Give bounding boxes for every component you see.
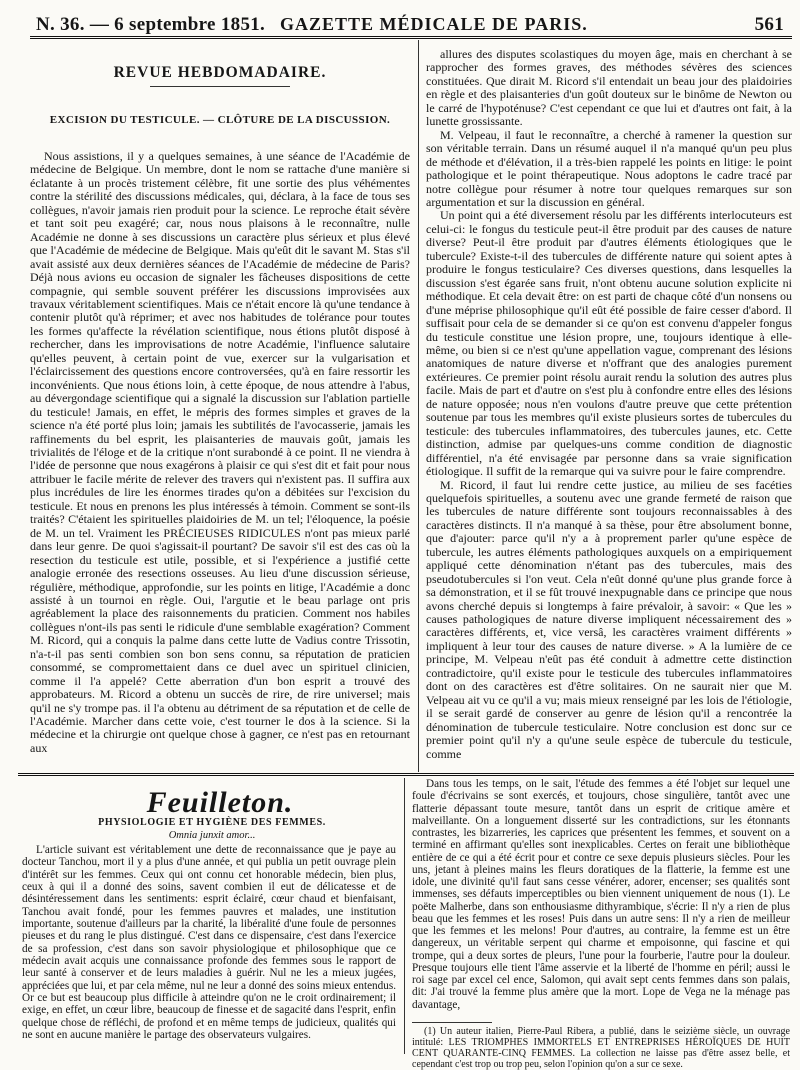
feuilleton-paragraph: Dans tous les temps, on le sait, l'étude des femmes a été l'objet sur lequel une foule d'écrivains se sont exercés, et toujours, chose singulière, tantôt avec une flatterie dépassant toute mesure, tantôt dans un esprit de critique amère et malveillante. On a longuement disserté sur les contradictions, sur les étonnants contrastes, les bizarreries, les caprices que présentent les femmes, et souvent on a terminé en affirmant qu'elles sont inexplicables. Certes on ferait une bibliothèque entière de ce qui a été écrit pour et contre ce sexe depuis plusieurs siècles. Pour les uns, jetant à pleines mains les fleurs doratiques de la flatterie, la femme est une idole, une divinité qu'il faut sans cesse vénérer, adorer, encenser; ses qualités sont immenses, ses défauts imperceptibles ou bien viennent uniquement de nous (1). Le poëte Malherbe, dans son enthousiasme dithyrambique, s'écrie: Il n'y a rien de plus beau que les femmes et les roses! Puis dans un autre sens: Il n'y a rien de meilleur que les femmes et les melons! Pour d'autres, au contraire, la femme est un être dangereux, un véritable serpent qui charme et empoisonne, qui fascine et qui trompe, qui a deux sortes de pleurs, l'une pour la fourberie, l'autre pour la douleur. Presque toujours elle tient l'âme asservie et la liberté de l'homme en péril; aussi le roi sage par excel cel ence, Salomon, qui avait sept cents femmes dans son palais, dit: J'ai trouvé la femme plus amère que la mort. Lope de Vega ne la ménage pas davantage, [412, 778, 790, 1011]
article-column-left [30, 150, 410, 772]
feuilleton-column-right [412, 778, 790, 1020]
column-divider [418, 40, 419, 772]
journal-title: GAZETTE MÉDICALE DE PARIS. [280, 14, 588, 34]
article-paragraph: Nous assistions, il y a quelques semaines, à une séance de l'Académie de médecine de Belgique. Un membre, dont le nom se rattache d'une manière si éclatante à un procès tristement célèbre, fit une sortie des plus véhémentes contre la stérilité des discussions médicales, qui, déclara, à la face de tous ses collègues, n'avoir jamais rien produit pour la science. Le reproche était sévère et tant soit peu exagéré; car, nous nous plaisons à le reconnaître, nulle Académie ne donne à ses discussions un caractère plus sérieux et plus élevé que l'Académie de médecine de Belgique. Mais qu'eût dit le savant M. Stas s'il avait assisté aux deux dernières séances de l'Académie de médecine de Paris? Déjà nous avions eu occasion de signaler les fâcheuses dispositions de cette compagnie, qui semble souvent préférer les discussions improvisées aux travaux véritablement scientifiques. Mais ce n'était encore là qu'une tendance à contenir plutôt qu'à réprimer; et avec nos habitudes de tolérance pour toutes les formes qu'affecte la révélation scientifique, nous étions plutôt disposé à rechercher, dans les improvisations de notre Académie, l'influence salutaire qu'elles peuvent, à certain point de vue, exercer sur la vulgarisation et l'éclaircissement des questions encore controversées, qu'à en faire ressortir les inconvénients. Que nous étions loin, à cette époque, de nous attendre à l'abus, au dévergondage scientifique qui a signalé la discussion sur l'ablation partielle du testicule! Jamais, en effet, le mépris des formes simples et graves de la science n'a été porté plus loin; jamais les subtilités de l'avocasserie, jamais les raffinements du bel esprit, les plaisanteries de mauvais goût, jamais les trivialités de l'éloge et de la critique n'ont surabondé à ce point. Il ne viendra à l'idée de personne que nous exagérons à plaisir ce qui s'est dit et fait pour nous attribuer le facile mérite de relever des travers qui n'existent pas. Il suffira aux plus incrédules de lire les énormes tirades qu'on a débitées sur l'excision du testicule. Et nous en prenons les plus intéressés à témoin. Comment se sont-ils traités? C'étaient les spirituelles plaidoiries de M. un tel; l'éloquence, la poésie de M. un tel. Vraiment les PRÉCIEUSES RIDICULES n'ont pas mieux parlé dans leur genre. De quoi s'agissait-il pourtant? De savoir s'il est des cas où la resection du testicule est utile, possible, et si l'expérience a justifié cette analogie erronée des resections osseuses. Au lieu d'une discussion sérieuse, régulière, méthodique, approfondie, sur les points en litige, l'Académie a donc assisté à un tournoi en règle. Oui, l'argutie et le beau parlage ont pris agréablement la place des raisonnements du praticien. Comment nos habiles collègues n'ont-ils pas senti le ridicule d'une semblable exagération? Comment M. Ricord, qui a conquis la palme dans cette lutte de Vadius contre Trissotin, n'a-t-il pas senti combien son bon sens connu, sa réputation de praticien consommé, se compromettaient dans ce duel avec un spirituel clinicien, comme il l'a appelé? Cette aberration d'un bon esprit a trouvé des approbateurs. M. Ricord a obtenu un succès de rire, de rire universel; mais qu'il ne s'y trompe pas. il l'a obtenu au détriment de sa réputation et de celle de l'Académie. Marcher dans cette voie, c'est tourner le dos à la science. Si la médecine et la chirurgie ont quelque chose à gagner, ce n'est pas en retournant aux [30, 150, 410, 755]
article-column-right [426, 48, 792, 772]
footnote-rule [412, 1022, 492, 1023]
section-rubric: REVUE HEBDOMADAIRE. [113, 64, 327, 81]
feuilleton-column-divider [404, 778, 405, 1054]
article-paragraph: M. Ricord, il faut lui rendre cette justice, au milieu de ses facéties quelquefois spirituelles, a soutenu avec une grande fermeté de raison que les tubercules de nature différente sont toujours reconnaissables à des caractères distincts. Il n'a manqué à sa thèse, pour être absolument bonne, que d'ajouter: parce qu'il n'y a à proprement parler qu'une espèce de tubercule, les autres éléments pathologiques auxquels on a empiriquement appliqué cette dénomination n'étant pas des tubercules, mais des pseudotubercules si l'on veut. Cela n'eût donné qu'une plus grande force à sa démonstration, et il se fût trouvé inexpugnable dans ce principe que nous avons cherché depuis si longtemps à faire prévaloir, à savoir: « Que les » causes pathologiques de nature diverse impliquent nécessairement des » caractères différents, et, vice versâ, les caractères vraiment différents » impliquent à leur tour des causes de nature diverse. » A la lumière de ce principe, M. Velpeau n'eût pas été conduit à admettre cette distinction contradictoire, qu'il existe pour le testicule des tubercules inflammatoires dont on des caractères est d'être solitaires. On ne saurait nier que M. Velpeau ait vu ce qu'il a vu; mais mieux renseigné par les lois de l'étiologie, il se serait gardé de conserver au genre de lésion qu'il a rencontrée la dénomination de tubercule testiculaire. Notre conclusion est donc sur ce premier point qu'il n'y a qu'une seule espèce de tubercule du testicule, comme [426, 477, 792, 761]
feuilleton-heading: Feuilleton. [146, 786, 294, 819]
feuilleton-paragraph: L'article suivant est véritablement une dette de reconnaissance que je paye au docteur Tanchou, mort il y a plus d'une année, et qui publia un petit ouvrage plein d'intérêt sur les femmes. Ceux qui ont connu cet honorable médecin, bien plus, ceux à qui il a donné des soins, savent combien il eut de délicatesse et de désintéressement dans les sentiments: esprit éclairé, cœur chaud et bienfaisant, Tanchou avait fondé, pour les femmes pauvres et malades, une institution importante, soutenue d'ailleurs par la charité, la libéralité d'une foule de personnes pieuses et du rang le plus distingué. C'est dans ce dispensaire, c'est dans l'exercice de sa profession, c'est dans son savoir physiologique et philosophique que ce médecin avait acquis une connaissance profonde des femmes sous le rapport de leur santé à conserver et de leurs maladies à guérir. Nul ne les a mieux jugées, appréciées que lui, et par cela même, nul ne leur a donné des soins mieux entendus. Or ce but est beaucoup plus difficile à atteindre qu'on ne le croit ordinairement; il exige, en effet, un cœur libre, beaucoup de finesse et de sagacité dans l'esprit, enfin quelque chose de réfléchi, de profond et en même temps de judicieux, qualités qui ne sont en aucune manière le partage des observateurs vulgaires. [22, 844, 396, 1042]
issue-info: N. 36. — 6 septembre 1851. [36, 14, 266, 35]
footnote-text: (1) Un auteur italien, Pierre-Paul Ribera, a publié, dans le seizième siècle, un ouvrage intitulé: LES TRIOMPHES IMMORTELS ET ENTREPRISES HÉROÏQUES DE HUIT CENT QUARANTE-CINQ FEMMES. La collection ne laisse pas d'être assez belle, et cependant c'est trop ou trop peu, selon l'opinion qu'on a sur ce sexe. [412, 1026, 790, 1070]
article-paragraph: Un point qui a été diversement résolu par les différents interlocuteurs est celui-ci: le fongus du testicule peut-il être produit par des causes de nature diverse? Peut-il être produit par d'autres éléments étiologiques que le tubercule? Existe-t-il des tubercules de différente nature qui soient aptes à produire le fongus testiculaire? Ces diverses questions, dans lesquelles la discussion s'est égarée sans fruit, n'ont obtenu aucune solution explicite ni méthodique. Et cela devait être: on est parti de chaque côté d'un nonsens ou d'une méprise philosophique qu'il eût été possible de faire cesser d'abord. Il suffisait pour cela de se demander si ce qu'on est convenu d'appeler fongus du testicule constitue une lésion propre, une, toujours identique à elle-même, ou bien si ce n'est qu'une appellation vague, comprenant des lésions anatomiques de nature diverse et n'offrant que des analogies purement extérieures. Ce premier point résolu aurait rendu la solution des autres plus facile. Mais de part et d'autre on s'est plu à confondre entre elles des lésions de nature opposée; nous n'en voulons d'autre preuve que cette prétention soutenue par tous les membres qu'il existe plusieurs sortes de tubercules du testicule: des tubercules inflammatoires, des tubercules jaunes, etc. Cette distinction, admise par quelques-uns comme condition de diagnostic différentiel, n'a été envisagée par personne dans sa vraie signification étiologique. Il suffit de la remarque qui va suivre pour le faire comprendre. [426, 208, 792, 479]
article-paragraph: allures des disputes scolastiques du moyen âge, mais en cherchant à se rapprocher des formes graves, des méthodes sévères des sciences constituées. Que dirait M. Ricord s'il entendait un beau jour des plaidoiries en règle et des plaisanteries d'un goût douteux sur le binôme de Newton ou le carré de l'hypoténuse? C'est cependant ce que lui et d'autres ont fait, à la lunette grossissante. [426, 48, 792, 129]
article-paragraph: M. Velpeau, il faut le reconnaître, a cherché à ramener la question sur son véritable terrain. Dans un résumé auquel il n'a manqué qu'un peu plus de méthode et d'élévation, il a très-bien rappelé les points en litige: le point pathologique et le point thérapeutique. Nous adoptons le cadre tracé par notre collègue pour résumer à notre tour quelques remarques sur son argumentation et sur la discussion en général. [426, 127, 792, 209]
feuilleton-column-left [22, 844, 396, 1054]
footnote [412, 1026, 790, 1070]
feuilleton-title: PHYSIOLOGIE ET HYGIÈNE DES FEMMES. [98, 817, 326, 828]
rubric-rule [150, 86, 290, 87]
header-rule [30, 36, 792, 39]
running-header [30, 0, 790, 38]
page-number: 561 [754, 14, 784, 35]
article-subheading: EXCISION DU TESTICULE. — CLÔTURE DE LA DISCUSSION. [49, 114, 391, 126]
feuilleton-separator [18, 773, 794, 776]
feuilleton-epigraph: Omnia junxit amor... [168, 830, 256, 841]
